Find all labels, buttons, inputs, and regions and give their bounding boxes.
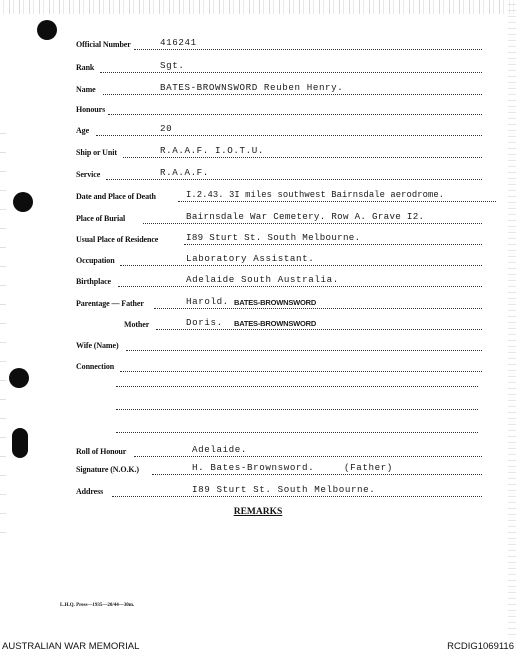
field-dotted-line: [96, 135, 482, 136]
field-label: Ship or Unit: [76, 148, 117, 157]
field-address: [76, 485, 482, 499]
field-label: Mother: [124, 320, 150, 329]
field-service: [76, 168, 482, 182]
field-place-of-burial: [76, 212, 482, 226]
scan-edge-left: [0, 120, 6, 540]
field-ship-or-unit: [76, 146, 482, 160]
field-label: Parentage — Father: [76, 299, 144, 308]
connection-continuation-line: [116, 386, 478, 387]
footer-institution: AUSTRALIAN WAR MEMORIAL: [2, 641, 140, 652]
field-value: I89 Sturt St. South Melbourne.: [186, 232, 361, 243]
field-usual-residence: [76, 233, 482, 247]
field-dotted-line: [100, 72, 482, 73]
field-roll-of-honour: [76, 445, 482, 459]
field-value: Harold.: [186, 296, 229, 307]
field-parentage-father: [76, 297, 482, 311]
field-value-surname: BATES-BROWNSWORD: [234, 319, 317, 328]
field-value: Bairnsdale War Cemetery. Row A. Grave I2.: [186, 211, 425, 222]
field-label: Birthplace: [76, 277, 111, 286]
field-label: Usual Place of Residence: [76, 235, 159, 244]
punch-hole: [12, 428, 28, 458]
field-label: Wife (Name): [76, 341, 119, 350]
field-label: Age: [76, 126, 90, 135]
field-value: Sgt.: [160, 60, 185, 71]
field-value: I.2.43. 3I miles southwest Bairnsdale aerodrome.: [186, 190, 445, 200]
field-value: 20: [160, 123, 173, 134]
field-age: [76, 124, 482, 138]
field-dotted-line: [126, 350, 482, 351]
field-value: I89 Sturt St. South Melbourne.: [192, 484, 376, 495]
punch-hole: [9, 368, 29, 388]
field-label: Signature (N.O.K.): [76, 465, 139, 474]
remarks-text: REMARKS: [233, 507, 283, 517]
footer-record-id: RCDIG1069116: [447, 641, 514, 652]
field-name: [76, 83, 482, 97]
field-wife-name: [76, 339, 482, 353]
field-value-relation: (Father): [344, 462, 393, 473]
field-label: Place of Burial: [76, 214, 126, 223]
field-label: Roll of Honour: [76, 447, 127, 456]
field-value: H. Bates-Brownsword.: [192, 462, 315, 473]
print-code: L.H.Q. Press—1935—20/44—30m.: [60, 603, 135, 608]
footer: [0, 640, 516, 654]
field-value: Doris.: [186, 317, 223, 328]
field-value: R.A.A.F.: [160, 167, 209, 178]
field-value: R.A.A.F. I.O.T.U.: [160, 145, 264, 156]
field-dotted-line: [108, 114, 482, 115]
field-label: Name: [76, 85, 96, 94]
field-value: Laboratory Assistant.: [186, 253, 315, 264]
field-label: Service: [76, 170, 101, 179]
field-value: BATES-BROWNSWORD Reuben Henry.: [160, 82, 344, 93]
field-parentage-mother: [76, 318, 482, 332]
field-label: Honours: [76, 105, 106, 114]
field-value-surname: BATES-BROWNSWORD: [234, 298, 317, 307]
connection-continuation-line: [116, 409, 478, 410]
field-label: Rank: [76, 63, 95, 72]
connection-continuation-line: [116, 432, 478, 433]
field-signature-nok: [76, 463, 482, 477]
field-occupation: [76, 254, 482, 268]
field-dotted-line: [134, 456, 482, 457]
field-label: Connection: [76, 362, 115, 371]
scan-edge-top: [0, 0, 516, 14]
field-date-place-of-death: [76, 190, 496, 204]
field-connection: [76, 360, 482, 374]
scan-edge-right: [508, 0, 516, 640]
field-official-number: [76, 38, 482, 52]
remarks-heading: [0, 507, 516, 517]
field-dotted-line: [120, 371, 482, 372]
field-value: 416241: [160, 37, 197, 48]
field-label: Date and Place of Death: [76, 192, 156, 201]
field-value: Adelaide.: [192, 444, 248, 455]
field-label: Occupation: [76, 256, 115, 265]
punch-hole: [13, 192, 33, 212]
field-rank: [76, 61, 482, 75]
field-label: Official Number: [76, 40, 131, 49]
field-birthplace: [76, 275, 482, 289]
field-label: Address: [76, 487, 104, 496]
punch-hole: [37, 20, 57, 40]
field-value: Adelaide South Australia.: [186, 274, 339, 285]
field-honours: [76, 103, 482, 117]
